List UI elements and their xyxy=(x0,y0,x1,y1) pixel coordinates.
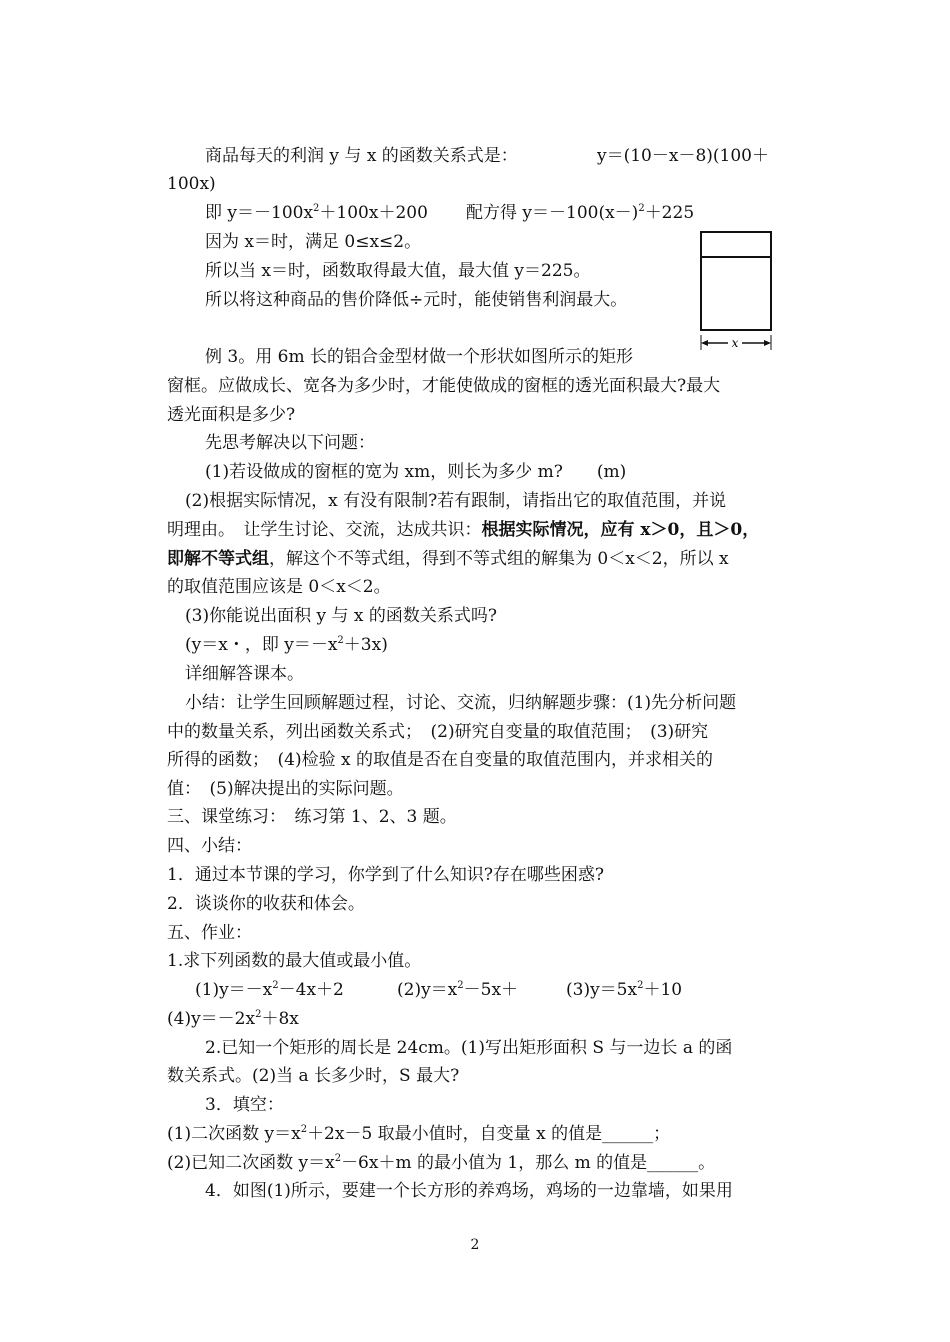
section-heading: 五、作业： xyxy=(167,923,252,943)
text-span: (1)二次函数 y＝x xyxy=(167,1124,301,1144)
text-span: ＋8x xyxy=(261,1009,299,1029)
superscript: 2 xyxy=(272,980,279,991)
window-frame-diagram xyxy=(695,231,775,353)
text-line: 中的数量关系，列出函数关系式； (2)研究自变量的取值范围； (3)研究 xyxy=(167,722,709,742)
superscript: 2 xyxy=(638,203,645,214)
text-span: (1)y＝－x xyxy=(195,980,273,1000)
text-line: (1)若设做成的窗框的宽为 xm，则长为多少 m? (m) xyxy=(205,462,627,482)
text-line xyxy=(167,1009,299,1029)
superscript: 2 xyxy=(300,1124,308,1135)
text-line: 详细解答课本。 xyxy=(185,664,304,684)
text-span: (2)y＝x xyxy=(397,980,458,1000)
text-line: 2.已知一个矩形的周长是 24cm。(1)写出矩形面积 S 与一边长 a 的函 xyxy=(205,1038,733,1058)
text-span: (3)y＝5x xyxy=(566,980,638,1000)
superscript: 2 xyxy=(457,980,464,991)
text-span: ＋225 xyxy=(644,203,695,223)
text-line xyxy=(195,980,683,1000)
text-line: 2．谈谈你的收获和体会。 xyxy=(167,894,365,914)
text-line: 100x) xyxy=(167,174,216,194)
frame-outline xyxy=(701,232,771,330)
text-line xyxy=(205,146,769,166)
text-span: ＋10 xyxy=(643,980,683,1000)
text-span: 即 y＝－100x xyxy=(205,203,314,223)
text-line: (2)根据实际情况，x 有没有限制?若有跟制，请指出它的取值范围，并说 xyxy=(185,491,727,511)
section-heading: 四、小结： xyxy=(167,836,252,856)
text-line xyxy=(185,635,388,655)
text-span: 明理由。 让学生讨论、交流，达成共识： xyxy=(167,520,482,540)
text-span: (4)y＝－2x xyxy=(167,1009,256,1029)
text-line: 1．通过本节课的学习，你学到了什么知识?存在哪些困惑? xyxy=(167,865,605,885)
text-line xyxy=(205,203,695,223)
bold-text: 即解不等式组 xyxy=(167,549,269,569)
superscript: 2 xyxy=(637,980,644,991)
text-span: (y＝x・，即 y＝－x xyxy=(185,635,338,655)
text-line xyxy=(167,1153,715,1173)
text-line: 1.求下列函数的最大值或最小值。 xyxy=(167,951,422,971)
text-line: 先思考解决以下问题： xyxy=(205,433,375,453)
text-span: ＋3x) xyxy=(343,635,388,655)
page-number: 2 xyxy=(470,1237,480,1253)
width-label: x xyxy=(731,336,739,350)
text-line: 例 3。用 6m 长的铝合金型材做一个形状如图所示的矩形 xyxy=(205,347,633,367)
arrow-left-icon xyxy=(701,340,708,346)
text-line: 所以将这种商品的售价降低÷元时，能使销售利润最大。 xyxy=(205,290,628,310)
text-line: 小结：让学生回顾解题过程，讨论、交流，归纳解题步骤：(1)先分析问题 xyxy=(185,693,737,713)
superscript: 2 xyxy=(313,203,320,214)
arrow-right-icon xyxy=(764,340,771,346)
text-line: 透光面积是多少? xyxy=(167,405,296,425)
bold-text: 根据实际情况，应有 x＞0，且＞0， xyxy=(481,520,760,540)
text-span: －6x＋m 的最小值为 1，那么 m 的值是______。 xyxy=(341,1153,716,1173)
superscript: 2 xyxy=(255,1009,262,1020)
text-line: 的取值范围应该是 0＜x＜2。 xyxy=(167,577,391,597)
text-line: 数关系式。(2)当 a 长多少时，S 最大? xyxy=(167,1066,460,1086)
text-line: 4．如图(1)所示，要建一个长方形的养鸡场，鸡场的一边靠墙，如果用 xyxy=(205,1181,733,1201)
text-span: (2)已知二次函数 y＝x xyxy=(167,1153,335,1173)
superscript: 2 xyxy=(337,635,344,646)
text-line: 所得的函数； (4)检验 x 的取值是否在自变量的取值范围内，并求相关的 xyxy=(167,750,713,770)
section-heading: 三、课堂练习： 练习第 1、2、3 题。 xyxy=(167,807,457,827)
text-span: －5x＋ xyxy=(463,980,519,1000)
text-span: ＋2x－5 取最小值时，自变量 x 的值是______； xyxy=(307,1124,671,1144)
text-line: (3)你能说出面积 y 与 x 的函数关系式吗? xyxy=(185,606,498,626)
text-span: －4x＋2 xyxy=(278,980,344,1000)
text-span: 商品每天的利润 y 与 x 的函数关系式是： xyxy=(205,146,518,166)
text-line: 所以当 x＝时，函数取得最大值，最大值 y＝225。 xyxy=(205,261,591,281)
text-line: 因为 x＝时，满足 0≤x≤2。 xyxy=(205,232,422,252)
text-line: 窗框。应做成长、宽各为多少时，才能使做成的窗框的透光面积最大?最大 xyxy=(167,376,721,396)
text-span: ，解这个不等式组，得到不等式组的解集为 0＜x＜2，所以 x xyxy=(269,549,729,569)
text-line: 值： (5)解决提出的实际问题。 xyxy=(167,779,404,799)
text-span: 配方得 y＝－100(x－) xyxy=(466,203,639,223)
superscript: 2 xyxy=(334,1153,342,1164)
text-span: ＋100x＋200 xyxy=(319,203,428,223)
text-line: 3．填空： xyxy=(205,1095,284,1115)
text-line xyxy=(167,520,759,540)
text-line xyxy=(167,549,729,569)
text-line xyxy=(167,1124,670,1144)
text-span: y＝(10－x－8)(100＋ xyxy=(597,146,769,166)
